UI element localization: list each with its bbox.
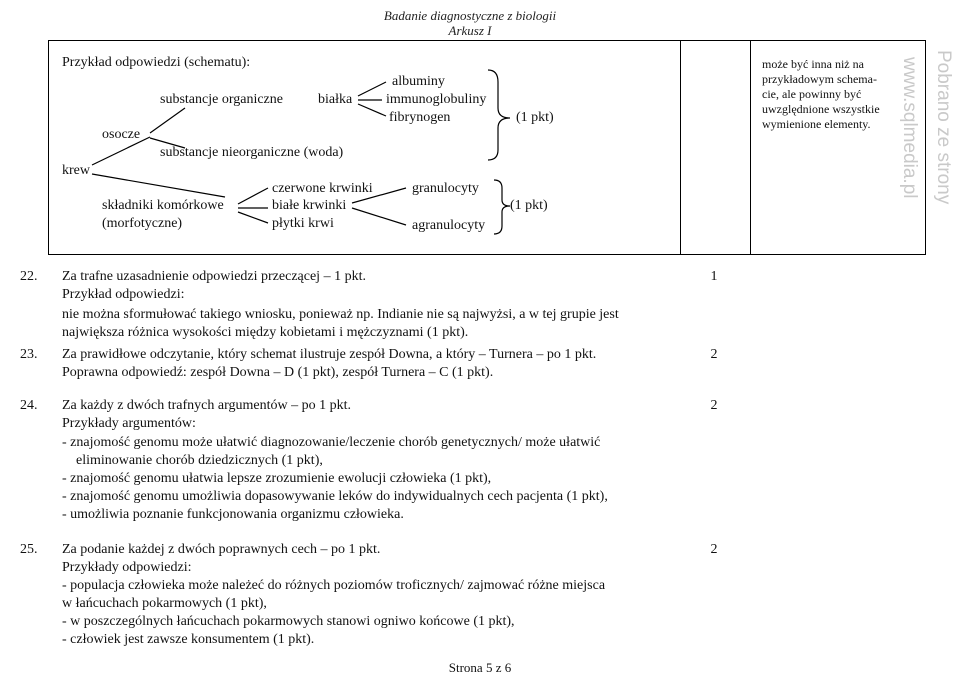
- note-line-4: uwzględnione wszystkie: [762, 102, 880, 116]
- points-plasma: (1 pkt): [516, 110, 554, 125]
- item-25-line-6: - człowiek jest zawsze konsumentem (1 pkt).: [62, 632, 315, 647]
- item-22-line-3: nie można sformułować takiego wniosku, ponieważ np. Indianie nie są najwyżsi, a w tej grupie jest: [62, 307, 619, 322]
- page-number: Strona 5 z 6: [448, 660, 512, 675]
- header-subject: Badanie diagnostyczne z biologii: [383, 8, 557, 23]
- node-inorganic: substancje nieorganiczne (woda): [160, 145, 344, 160]
- node-fibrynogen: fibrynogen: [389, 110, 451, 125]
- node-immunoglobuliny: immunoglobuliny: [386, 92, 487, 107]
- node-osocze: osocze: [102, 127, 141, 142]
- node-krew: krew: [62, 163, 90, 178]
- note-line-3: cie, ale powinny być: [762, 87, 862, 101]
- node-cells: składniki komórkowe: [102, 198, 224, 213]
- item-22-number: 22.: [20, 269, 38, 284]
- diagram-title: Przykład odpowiedzi (schematu):: [62, 55, 251, 70]
- node-platelets: płytki krwi: [272, 216, 334, 231]
- note-line-1: może być inna niż na: [762, 57, 864, 71]
- item-24-line-7: - umożliwia poznanie funkcjonowania organizmu człowieka.: [62, 507, 404, 522]
- node-agranulocytes: agranulocyty: [412, 218, 486, 233]
- item-25-line-1: Za podanie każdej z dwóch poprawnych cech – po 1 pkt.: [62, 542, 381, 557]
- note-line-5: wymienione elementy.: [762, 117, 871, 131]
- item-24-number: 24.: [20, 398, 38, 413]
- item-24-points: 2: [710, 398, 718, 413]
- node-cells-morpho: (morfotyczne): [102, 216, 183, 231]
- watermark-text: Pobrano ze strony www.sqlmedia.pl: [899, 50, 954, 205]
- node-granulocytes: granulocyty: [412, 181, 479, 196]
- item-23-number: 23.: [20, 347, 38, 362]
- item-23-line-2: Poprawna odpowiedź: zespół Downa – D (1 pkt), zespół Turnera – C (1 pkt).: [62, 365, 494, 380]
- note-line-2: przykładowym schema-: [762, 72, 877, 86]
- node-bialka: białka: [318, 92, 353, 107]
- item-22-line-1: Za trafne uzasadnienie odpowiedzi przeczącej – 1 pkt.: [62, 269, 366, 284]
- item-25-line-2: Przykłady odpowiedzi:: [62, 560, 192, 575]
- node-white-cells: białe krwinki: [272, 198, 347, 213]
- item-23-line-1: Za prawidłowe odczytanie, który schemat ilustruje zespół Downa, a który – Turnera – po 1 pkt.: [62, 347, 597, 362]
- item-25-number: 25.: [20, 542, 38, 557]
- points-cells: (1 pkt): [510, 198, 548, 213]
- item-22-points: 1: [710, 269, 718, 284]
- item-24-line-3: - znajomość genomu może ułatwić diagnozowanie/leczenie chorób genetycznych/ może ułatwić: [62, 435, 601, 450]
- item-24-line-4: eliminowanie chorób dziedzicznych (1 pkt),: [62, 453, 323, 468]
- node-organic: substancje organiczne: [160, 92, 283, 107]
- item-24-line-5: - znajomość genomu ułatwia lepsze zrozumienie ewolucji człowieka (1 pkt),: [62, 471, 492, 486]
- item-22-line-4: największa różnica wysokości między kobietami i mężczyznami (1 pkt).: [62, 325, 469, 340]
- node-red-cells: czerwone krwinki: [272, 181, 373, 196]
- item-25-line-4: w łańcuchach pokarmowych (1 pkt),: [62, 596, 267, 611]
- item-25-line-5: - w poszczególnych łańcuchach pokarmowych stanowi ogniwo końcowe (1 pkt),: [62, 614, 515, 629]
- item-25-points: 2: [710, 542, 718, 557]
- item-23-points: 2: [710, 347, 718, 362]
- item-22-line-2: Przykład odpowiedzi:: [62, 287, 185, 302]
- item-24-line-1: Za każdy z dwóch trafnych argumentów – po 1 pkt.: [62, 398, 351, 413]
- header-sheet: Arkusz I: [448, 23, 492, 38]
- item-25-line-3: - populacja człowieka może należeć do różnych poziomów troficznych/ zajmować różne miejsca: [62, 578, 606, 593]
- item-24-line-6: - znajomość genomu umożliwia dopasowywanie leków do indywidualnych cech pacjenta (1 pkt),: [62, 489, 608, 504]
- item-24-line-2: Przykłady argumentów:: [62, 416, 196, 431]
- node-albuminy: albuminy: [392, 74, 445, 89]
